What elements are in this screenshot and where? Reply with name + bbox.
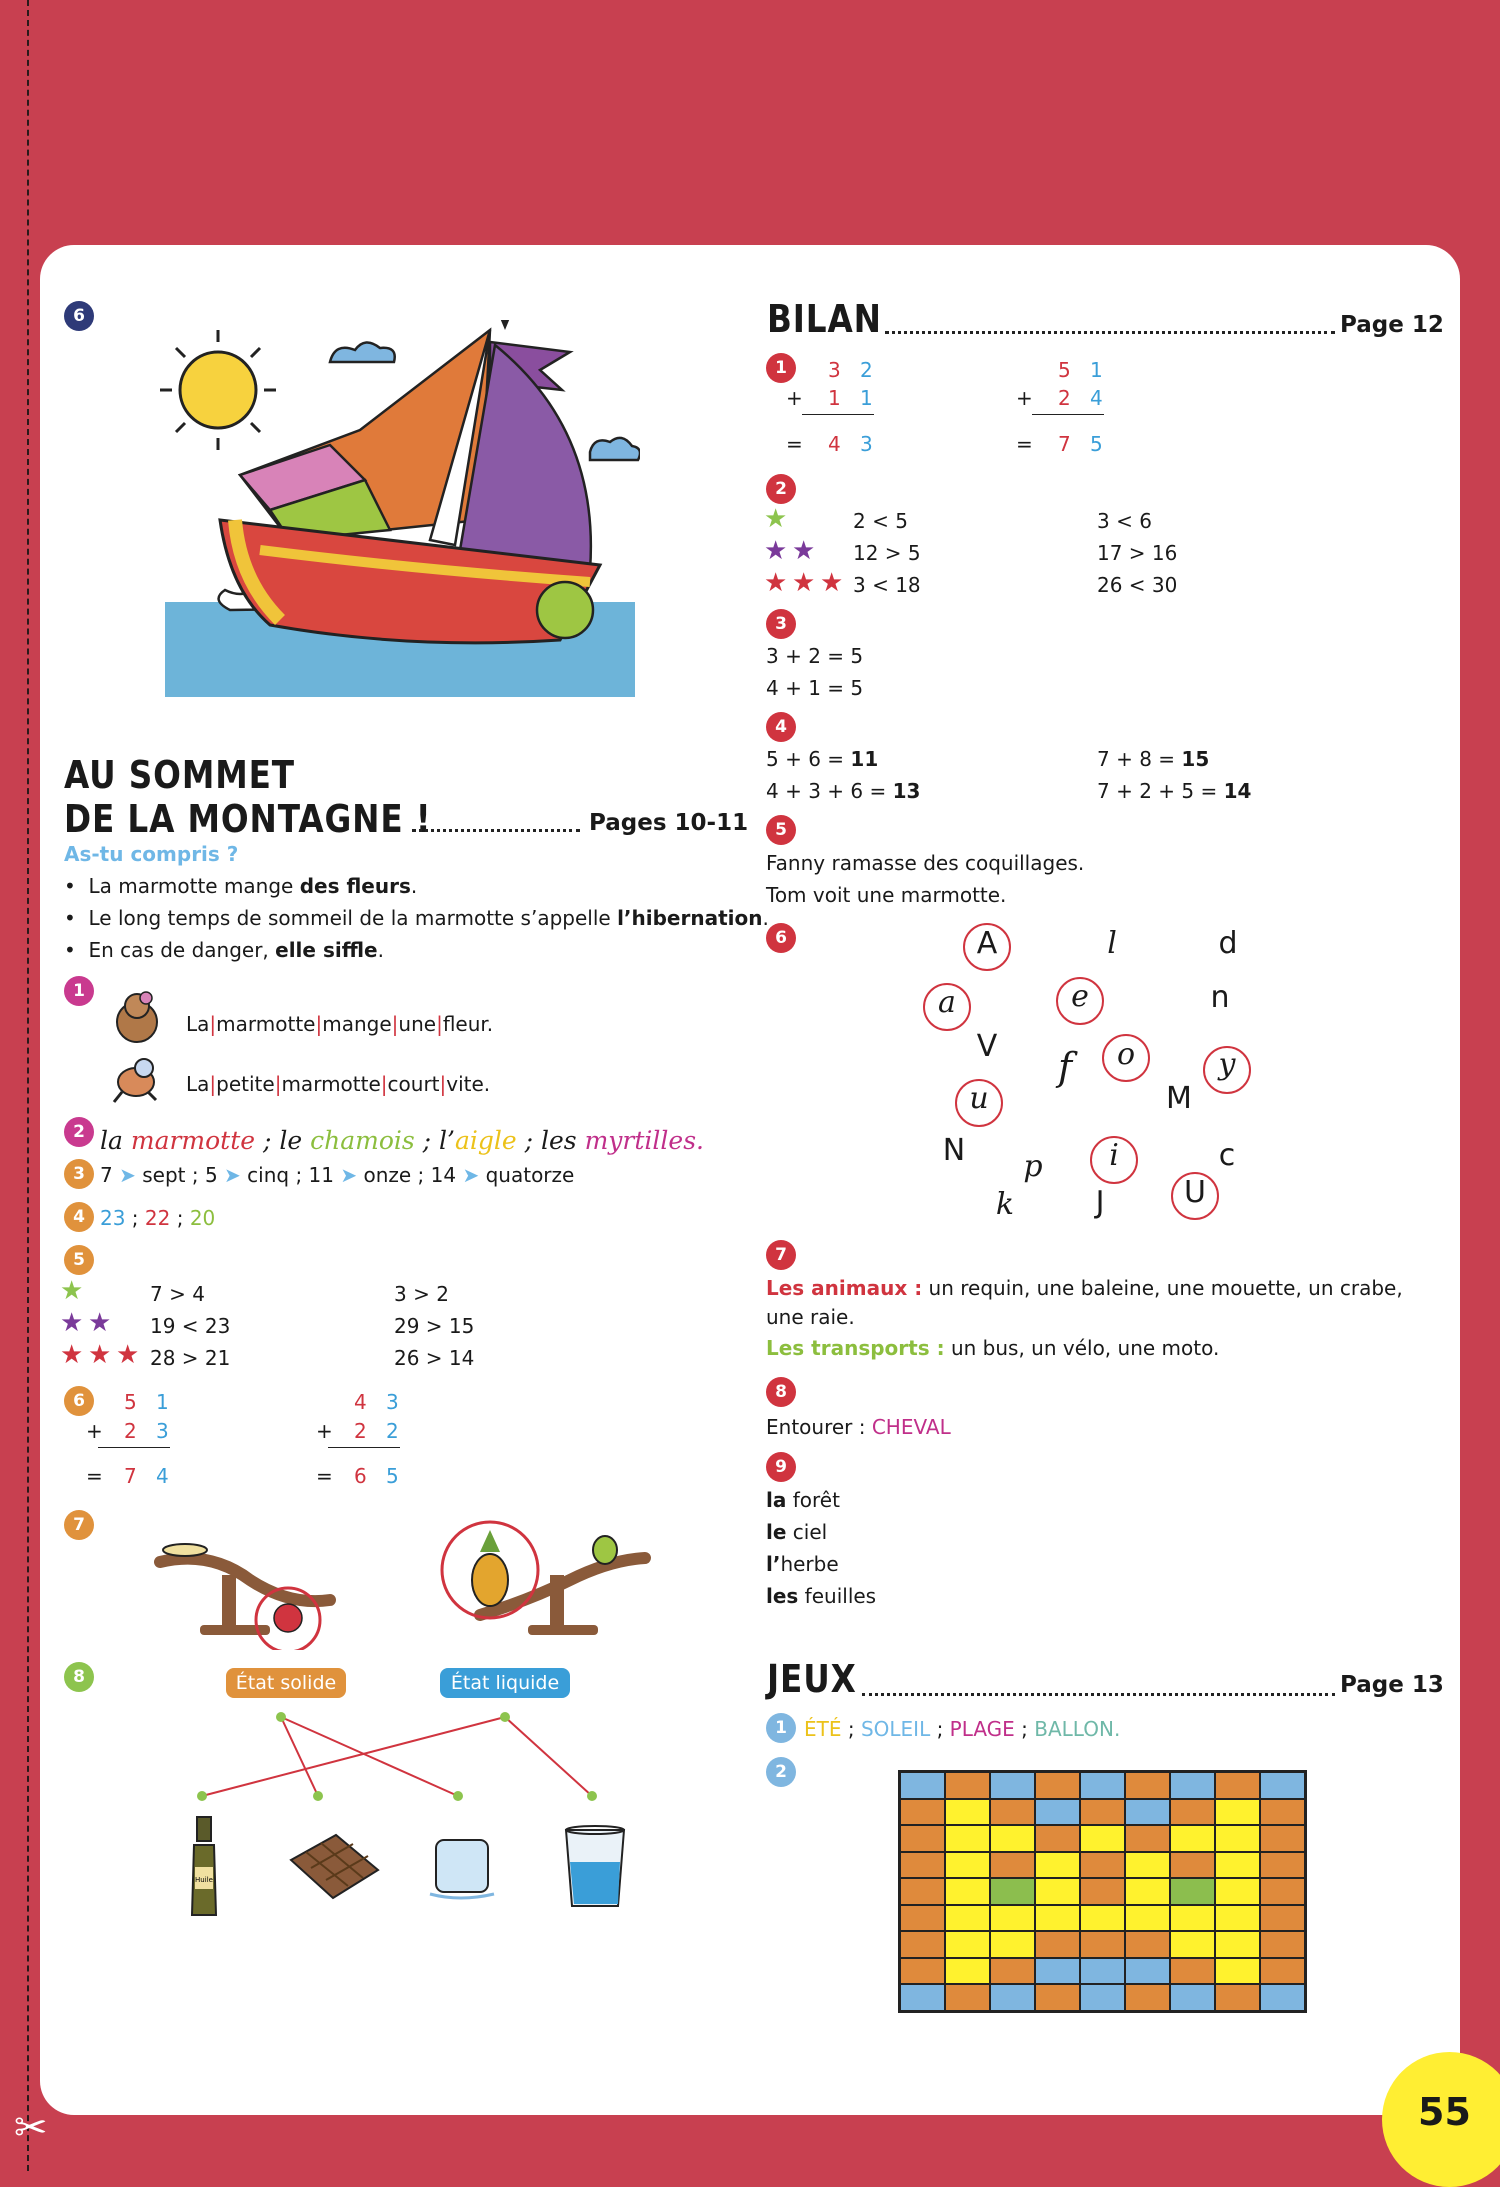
exercise-number: 5	[64, 1245, 94, 1275]
addition-digit: 2	[124, 1419, 137, 1443]
exercise-number: 5	[766, 815, 796, 845]
marmot-eating-icon	[110, 990, 164, 1044]
grid-cell	[1035, 1958, 1080, 1985]
exercise-number: 6	[64, 1386, 94, 1416]
plus-sign: +	[1016, 386, 1033, 410]
grid-cell	[945, 1958, 990, 1985]
grid-cell	[990, 1852, 1035, 1879]
letter: a	[938, 985, 956, 1020]
addition-line	[1032, 414, 1104, 415]
letter: U	[1184, 1175, 1206, 1210]
grid-cell	[1125, 1878, 1170, 1905]
grid-cell	[1125, 1905, 1170, 1932]
grid-cell	[1260, 1852, 1305, 1879]
question-heading: As-tu compris ?	[64, 842, 239, 866]
addition-digit: 5	[386, 1464, 399, 1488]
grid-cell	[1260, 1799, 1305, 1826]
page-number: 55	[1382, 2052, 1500, 2187]
letter: p	[1023, 1149, 1043, 1184]
exercise-number: 3	[766, 609, 796, 639]
jeux-title: JEUX	[767, 1657, 857, 1701]
leader-dots	[885, 331, 1335, 334]
addition-digit: 4	[354, 1390, 367, 1414]
grid-cell	[900, 1799, 945, 1826]
grid-cell	[990, 1905, 1035, 1932]
grid-cell	[900, 1905, 945, 1932]
svg-text:Huile: Huile	[195, 1876, 213, 1884]
letter: d	[1218, 926, 1238, 961]
addition-digit: 5	[1090, 432, 1103, 456]
grid-cell	[900, 1825, 945, 1852]
star-icon: ★	[792, 536, 816, 566]
addition-digit: 2	[386, 1419, 399, 1443]
equation: 5 + 6 = 11	[766, 747, 879, 771]
addition-line	[802, 414, 874, 415]
balance-right	[442, 1522, 645, 1635]
addition-digit: 4	[156, 1464, 169, 1488]
grid-cell	[1260, 1984, 1305, 2011]
addition-digit: 3	[828, 358, 841, 382]
grid-cell	[1125, 1984, 1170, 2011]
exercise-number: 7	[64, 1510, 94, 1540]
grid-cell	[1260, 1878, 1305, 1905]
grid-cell	[1080, 1931, 1125, 1958]
arrow-icon: ➤	[462, 1163, 480, 1187]
grid-cell	[1260, 1825, 1305, 1852]
grid-cell	[1260, 1931, 1305, 1958]
grid-cell	[1080, 1958, 1125, 1985]
grid-cell	[1080, 1984, 1125, 2011]
letter: J	[1095, 1185, 1105, 1220]
exercise-number: 4	[64, 1202, 94, 1232]
star-icon: ★	[792, 568, 816, 598]
exercise-number: 1	[766, 1713, 796, 1743]
marmot-running-icon	[108, 1054, 162, 1106]
letter: i	[1109, 1138, 1119, 1173]
exercise-number: 1	[64, 976, 94, 1006]
grid-cell	[1260, 1772, 1305, 1799]
grid-cell	[1125, 1772, 1170, 1799]
grid-cell	[1260, 1905, 1305, 1932]
balance-scales-illustration	[150, 1520, 670, 1650]
comparison: 2 < 5	[853, 509, 908, 533]
grid-cell	[1035, 1905, 1080, 1932]
addition-digit: 2	[354, 1419, 367, 1443]
section-title: AU SOMMET	[64, 753, 295, 797]
grid-cell	[1080, 1772, 1125, 1799]
pixel-color-grid	[898, 1770, 1307, 2013]
addition-digit: 4	[828, 432, 841, 456]
grid-cell	[1215, 1878, 1260, 1905]
comparison: 17 > 16	[1097, 541, 1178, 565]
exercise-number: 3	[64, 1159, 94, 1189]
grid-cell	[945, 1984, 990, 2011]
addition-digit: 5	[124, 1390, 137, 1414]
scissors-icon: ✂	[14, 2105, 48, 2151]
addition-digit: 3	[156, 1419, 169, 1443]
grid-cell	[1215, 1931, 1260, 1958]
equation: 4 + 3 + 6 = 13	[766, 779, 921, 803]
comparison: 12 > 5	[853, 541, 921, 565]
article-noun: la forêt	[766, 1488, 840, 1512]
grid-cell	[945, 1825, 990, 1852]
star-icon: ★	[820, 568, 844, 598]
grid-cell	[1170, 1825, 1215, 1852]
bullet-item: • En cas de danger, elle siffle.	[64, 938, 384, 962]
grid-cell	[1080, 1852, 1125, 1879]
exercise-number: 7	[766, 1240, 796, 1270]
addition-digit: 1	[156, 1390, 169, 1414]
exercise-number: 1	[766, 353, 796, 383]
star-icon: ★	[88, 1340, 112, 1370]
comparison: 7 > 4	[150, 1282, 205, 1306]
numbers-answer: 23 ; 22 ; 20	[100, 1206, 216, 1230]
grid-cell	[1125, 1852, 1170, 1879]
article-noun: les feuilles	[766, 1584, 877, 1608]
grid-cell	[1035, 1772, 1080, 1799]
star-icon: ★	[60, 1340, 84, 1370]
grid-cell	[945, 1852, 990, 1879]
comparison: 3 < 6	[1097, 509, 1152, 533]
grid-cell	[1215, 1958, 1260, 1985]
letter: n	[1210, 980, 1230, 1015]
page-reference: Pages 10-11	[589, 810, 749, 836]
grid-cell	[1080, 1878, 1125, 1905]
balance-left	[160, 1544, 330, 1650]
grid-cell	[1170, 1878, 1215, 1905]
exercise-number: 6	[766, 923, 796, 953]
grid-cell	[1035, 1984, 1080, 2011]
grid-cell	[1170, 1931, 1215, 1958]
grid-cell	[900, 1931, 945, 1958]
sentence: Les transports : un bus, un vélo, une moto.	[766, 1336, 1220, 1360]
grid-cell	[945, 1878, 990, 1905]
grid-cell	[1260, 1958, 1305, 1985]
star-icon: ★	[116, 1340, 140, 1370]
star-icon: ★	[88, 1308, 112, 1338]
letter: N	[942, 1133, 966, 1168]
cursive-answer: la marmotte ; le chamois ; l’aigle ; les myrtilles.	[100, 1126, 704, 1155]
segmented-sentence: La|marmotte|mange|une|fleur.	[186, 1012, 494, 1036]
exercise-number: 9	[766, 1452, 796, 1482]
grid-cell	[900, 1958, 945, 1985]
letter: l	[1107, 926, 1117, 961]
sentence: Entourer : CHEVAL	[766, 1415, 951, 1439]
letter: o	[1116, 1037, 1136, 1072]
grid-cell	[990, 1799, 1035, 1826]
grid-cell	[1125, 1825, 1170, 1852]
grid-cell	[1170, 1905, 1215, 1932]
grid-cell	[990, 1931, 1035, 1958]
comparison: 29 > 15	[394, 1314, 475, 1338]
grid-cell	[1215, 1825, 1260, 1852]
grid-cell	[1035, 1799, 1080, 1826]
leader-dots	[412, 829, 580, 832]
addition-digit: 4	[1090, 386, 1103, 410]
grid-cell	[990, 1878, 1035, 1905]
matching-lines	[180, 1700, 620, 1810]
comparison: 26 < 30	[1097, 573, 1178, 597]
sentence: Tom voit une marmotte.	[766, 883, 1007, 907]
addition-digit: 1	[860, 386, 873, 410]
exercise-number: 2	[64, 1117, 94, 1147]
grid-cell	[900, 1852, 945, 1879]
bullet-item: • Le long temps de sommeil de la marmotte s’appelle l’hibernation.	[64, 906, 769, 930]
star-icon: ★	[764, 568, 788, 598]
arrow-icon: ➤	[224, 1163, 241, 1187]
bilan-title: BILAN	[767, 297, 882, 341]
star-icon: ★	[60, 1276, 84, 1306]
grid-cell	[900, 1984, 945, 2011]
cut-line	[27, 0, 29, 2171]
grid-cell	[1215, 1905, 1260, 1932]
letter: y	[1218, 1047, 1236, 1082]
addition-line	[98, 1447, 170, 1448]
grid-cell	[900, 1772, 945, 1799]
addition-digit: 1	[1090, 358, 1103, 382]
equals-sign: =	[786, 432, 803, 456]
grid-cell	[945, 1905, 990, 1932]
plus-sign: +	[786, 386, 803, 410]
word-list: ÉTÉ ; SOLEIL ; PLAGE ; BALLON.	[804, 1717, 1121, 1741]
comparison: 3 > 2	[394, 1282, 449, 1306]
addition-digit: 5	[1058, 358, 1071, 382]
grid-cell	[945, 1931, 990, 1958]
addition-digit: 2	[1058, 386, 1071, 410]
star-icon: ★	[60, 1308, 84, 1338]
grid-cell	[900, 1878, 945, 1905]
grid-cell	[1125, 1958, 1170, 1985]
water-glass-icon	[562, 1824, 628, 1910]
letter: c	[1218, 1138, 1236, 1173]
grid-cell	[990, 1984, 1035, 2011]
comparison: 28 > 21	[150, 1346, 231, 1370]
article-noun: l’herbe	[766, 1552, 839, 1576]
liquid-state-label: État liquide	[440, 1668, 570, 1698]
equals-sign: =	[316, 1464, 333, 1488]
grid-cell	[1170, 1772, 1215, 1799]
addition-line	[328, 1447, 400, 1448]
grid-cell	[1035, 1878, 1080, 1905]
equals-sign: =	[86, 1464, 103, 1488]
plus-sign: +	[316, 1419, 333, 1443]
ice-cube-icon	[426, 1832, 498, 1904]
exercise-number: 6	[64, 301, 94, 331]
oil-bottle-icon	[186, 1815, 222, 1920]
grid-cell	[990, 1825, 1035, 1852]
grid-cell	[1080, 1825, 1125, 1852]
plus-sign: +	[86, 1419, 103, 1443]
letter: M	[1166, 1081, 1192, 1116]
grid-cell	[1215, 1984, 1260, 2011]
page-reference: Page 13	[1340, 1672, 1444, 1698]
grid-cell	[1170, 1958, 1215, 1985]
segmented-sentence: La|petite|marmotte|court|vite.	[186, 1072, 491, 1096]
equation: 7 + 8 = 15	[1097, 747, 1210, 771]
sentence: Les animaux : un requin, une baleine, une mouette, un crabe,	[766, 1276, 1403, 1300]
arrow-icon: ➤	[340, 1163, 358, 1187]
grid-cell	[1170, 1852, 1215, 1879]
grid-cell	[1215, 1799, 1260, 1826]
addition-digit: 3	[386, 1390, 399, 1414]
grid-cell	[945, 1799, 990, 1826]
leader-dots	[862, 1693, 1335, 1696]
equals-sign: =	[1016, 432, 1033, 456]
grid-cell	[1125, 1931, 1170, 1958]
letter: e	[1071, 979, 1089, 1014]
grid-cell	[1035, 1852, 1080, 1879]
comparison: 26 > 14	[394, 1346, 475, 1370]
chocolate-bar-icon	[286, 1830, 381, 1902]
grid-cell	[1170, 1984, 1215, 2011]
comparison: 3 < 18	[853, 573, 921, 597]
sentence: Fanny ramasse des coquillages.	[766, 851, 1085, 875]
exercise-number: 4	[766, 712, 796, 742]
addition-digit: 7	[1058, 432, 1071, 456]
grid-cell	[945, 1772, 990, 1799]
exercise-number: 8	[64, 1662, 94, 1692]
exercise-number: 8	[766, 1377, 796, 1407]
equation: 7 + 2 + 5 = 14	[1097, 779, 1252, 803]
arrow-icon: ➤	[119, 1163, 136, 1187]
page-reference: Page 12	[1340, 312, 1444, 338]
grid-cell	[1215, 1852, 1260, 1879]
grid-cell	[1035, 1825, 1080, 1852]
letter: V	[976, 1029, 998, 1064]
grid-cell	[1170, 1799, 1215, 1826]
star-icon: ★	[764, 504, 788, 534]
letter: k	[995, 1187, 1015, 1222]
addition-digit: 7	[124, 1464, 137, 1488]
comparison: 19 < 23	[150, 1314, 231, 1338]
addition-digit: 2	[860, 358, 873, 382]
section-title: DE LA MONTAGNE !	[64, 797, 432, 841]
equation: 4 + 1 = 5	[766, 676, 864, 700]
article-noun: le ciel	[766, 1520, 828, 1544]
solid-state-label: État solide	[226, 1668, 346, 1698]
equation: 3 + 2 = 5	[766, 644, 864, 668]
grid-cell	[1080, 1799, 1125, 1826]
star-icon: ★	[764, 536, 788, 566]
addition-digit: 6	[354, 1464, 367, 1488]
grid-cell	[990, 1958, 1035, 1985]
letter: A	[976, 926, 998, 961]
bullet-item: • La marmotte mange des fleurs.	[64, 874, 418, 898]
addition-digit: 3	[860, 432, 873, 456]
number-words-answer: 7 ➤ sept ; 5 ➤ cinq ; 11 ➤ onze ; 14 ➤ quatorze	[100, 1163, 575, 1187]
grid-cell	[1080, 1905, 1125, 1932]
grid-cell	[1215, 1772, 1260, 1799]
grid-cell	[1035, 1931, 1080, 1958]
sentence: une raie.	[766, 1305, 855, 1329]
letter: f	[1057, 1045, 1073, 1089]
sailboat-illustration	[160, 320, 640, 700]
grid-cell	[990, 1772, 1035, 1799]
addition-digit: 1	[828, 386, 841, 410]
exercise-number: 2	[766, 474, 796, 504]
grid-cell	[1125, 1799, 1170, 1826]
sun-icon	[160, 330, 276, 450]
letter: u	[969, 1081, 989, 1116]
exercise-number: 2	[766, 1757, 796, 1787]
